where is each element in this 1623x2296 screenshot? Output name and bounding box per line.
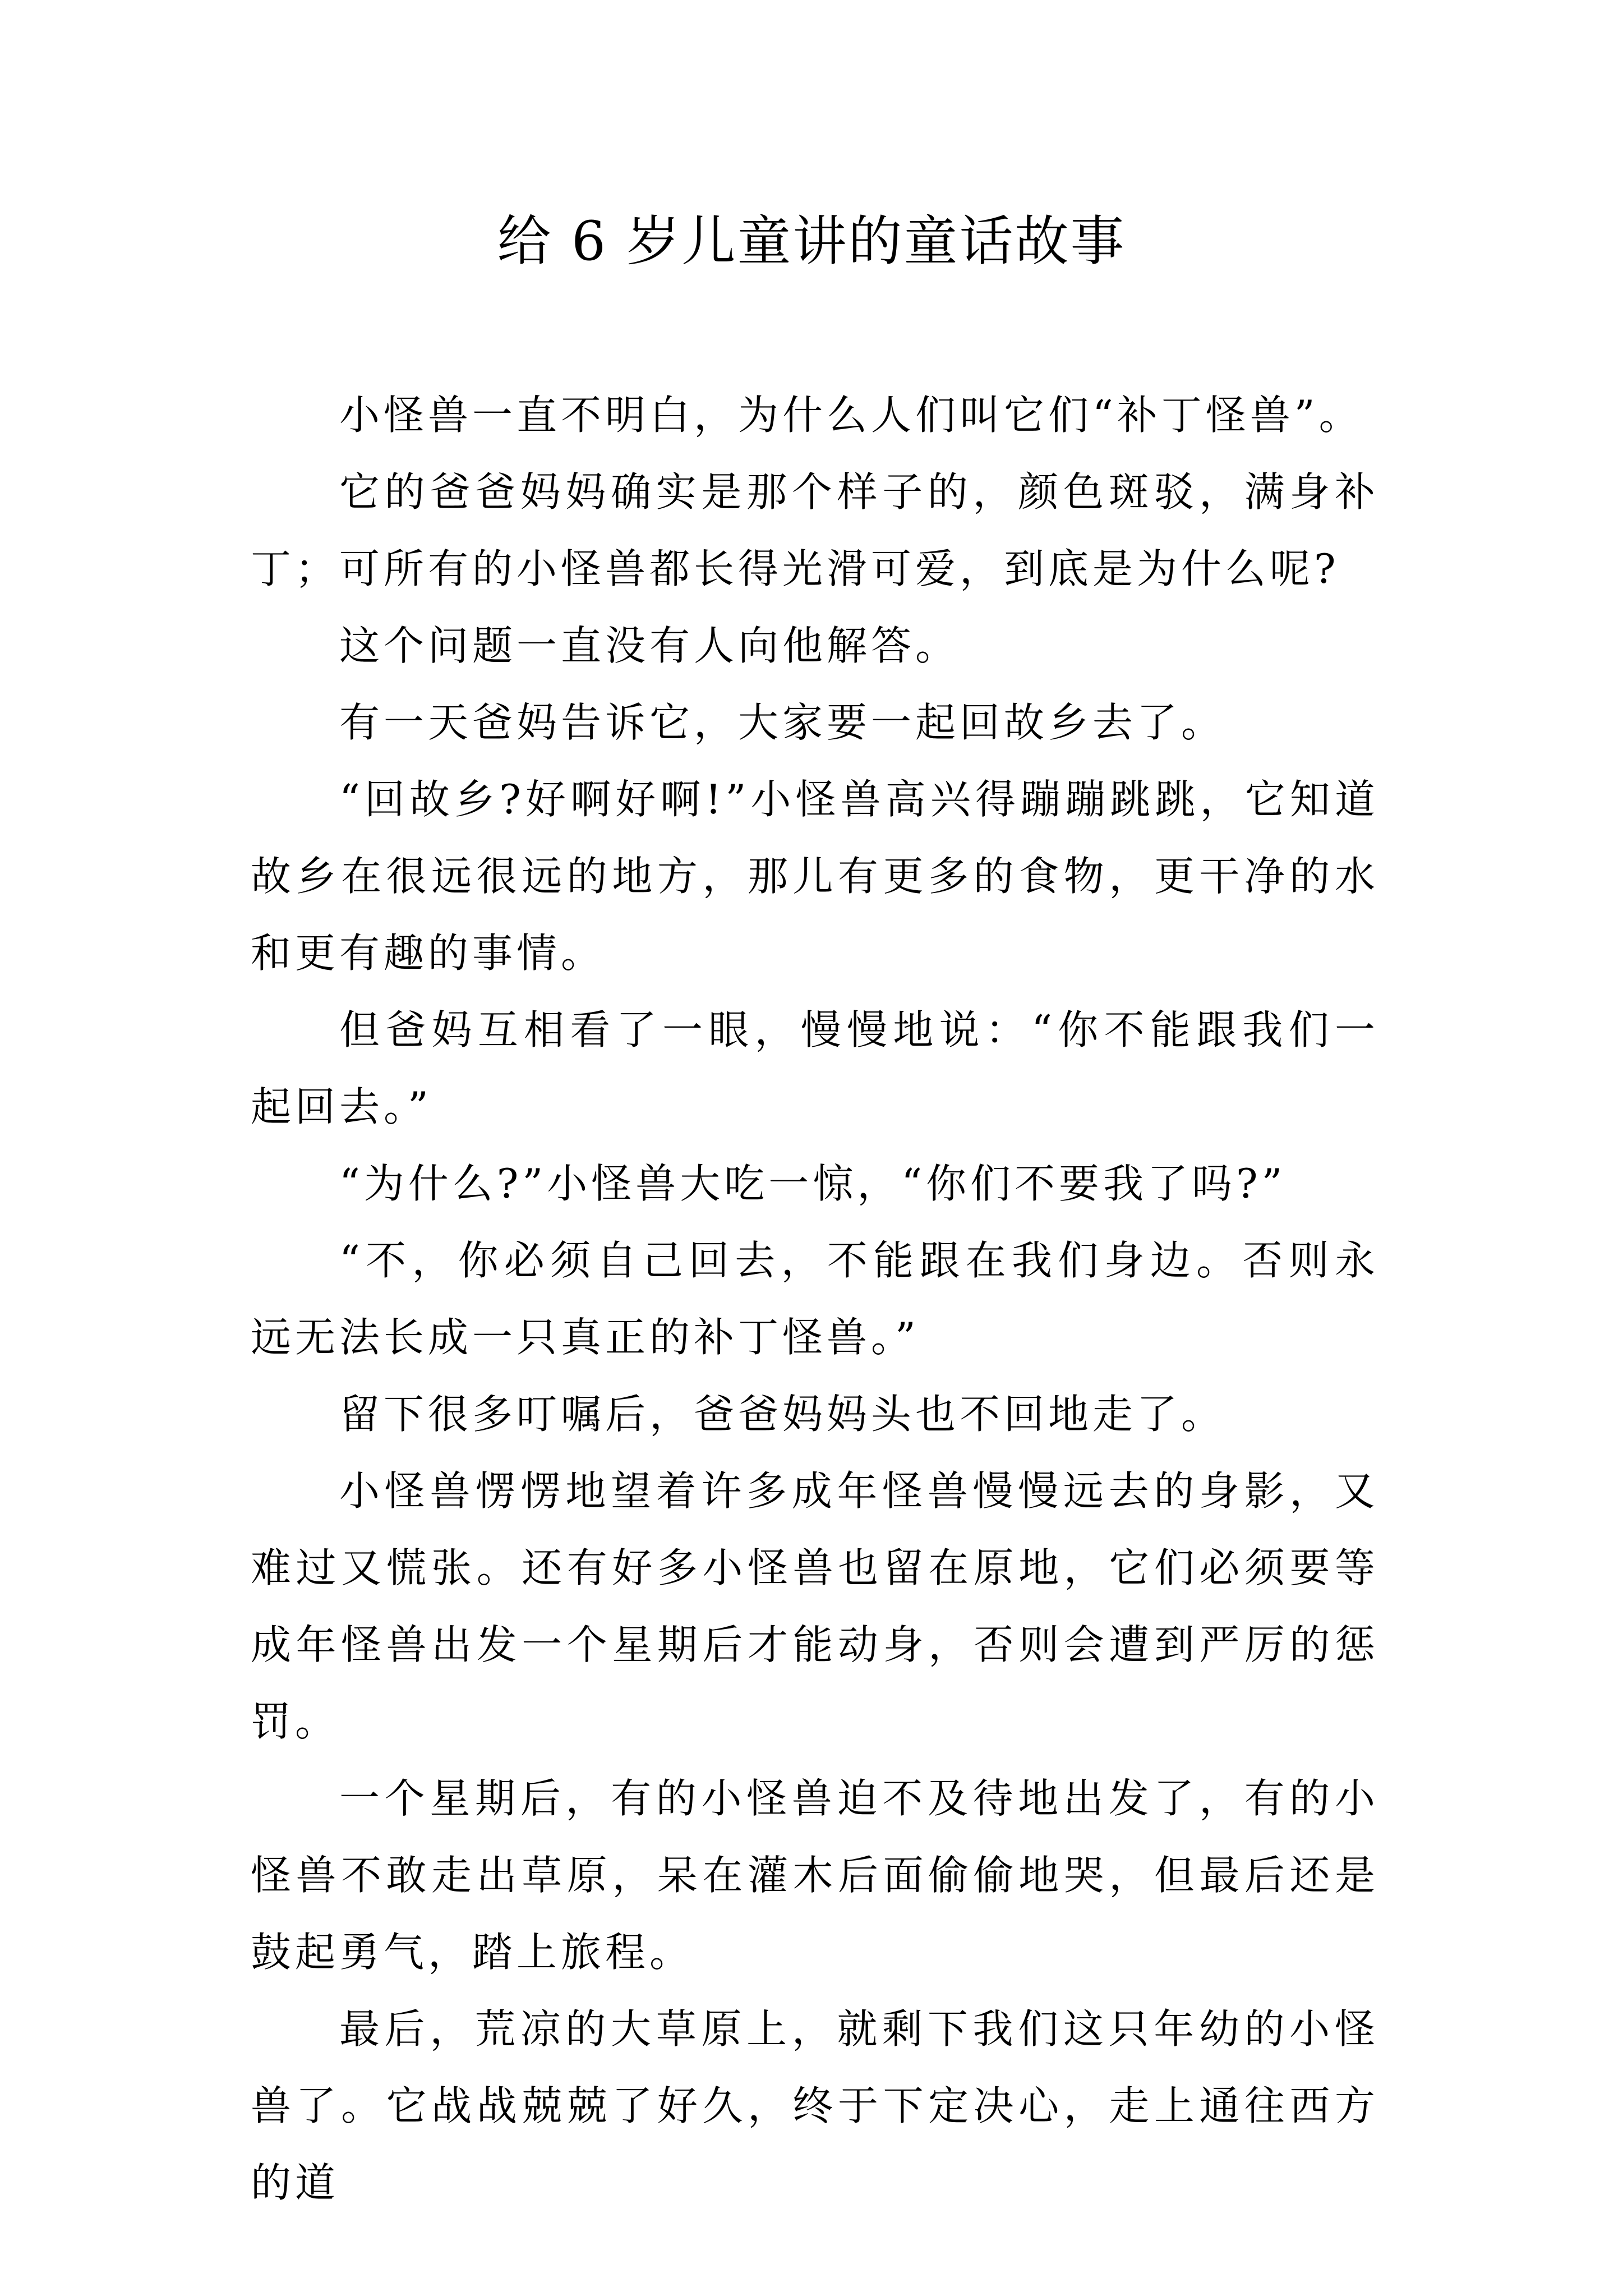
- paragraph: 但爸妈互相看了一眼，慢慢地说：“你不能跟我们一起回去。”: [251, 1006, 1379, 1130]
- paragraph: 一个星期后，有的小怪兽迫不及待地出发了，有的小怪兽不敢走出草原，呆在灌木后面偷偷地哭，但最后还是鼓起勇气，踏上旅程。: [251, 1775, 1379, 1976]
- paragraph: “不，你必须自己回去，不能跟在我们身边。否则永远无法长成一只真正的补丁怪兽。”: [251, 1237, 1379, 1361]
- paragraph: 它的爸爸妈妈确实是那个样子的，颜色斑驳，满身补丁；可所有的小怪兽都长得光滑可爱，到底是为什么呢?: [251, 468, 1379, 592]
- story-body: [251, 377, 1379, 2221]
- paragraph: 留下很多叮嘱后，爸爸妈妈头也不回地走了。: [339, 1391, 1226, 1438]
- paragraph: 有一天爸妈告诉它，大家要一起回故乡去了。: [339, 699, 1226, 746]
- paragraph: 这个问题一直没有人向他解答。: [339, 622, 960, 669]
- paragraph: “回故乡?好啊好啊!”小怪兽高兴得蹦蹦跳跳，它知道故乡在很远很远的地方，那儿有更多的食物，更干净的水和更有趣的事情。: [251, 776, 1379, 977]
- paragraph: 最后，荒凉的大草原上，就剩下我们这只年幼的小怪兽了。它战战兢兢了好久，终于下定决心，走上通往西方的道: [251, 2005, 1379, 2206]
- paragraph: “为什么?”小怪兽大吃一惊，“你们不要我了吗?”: [339, 1160, 1287, 1207]
- paragraph: 小怪兽愣愣地望着许多成年怪兽慢慢远去的身影，又难过又慌张。还有好多小怪兽也留在原地，它们必须要等成年怪兽出发一个星期后才能动身，否则会遭到严厉的惩罚。: [251, 1467, 1379, 1745]
- document-title: 给 6 岁儿童讲的童话故事: [497, 210, 1126, 273]
- paragraph: 小怪兽一直不明白，为什么人们叫它们“补丁怪兽”。: [339, 392, 1363, 439]
